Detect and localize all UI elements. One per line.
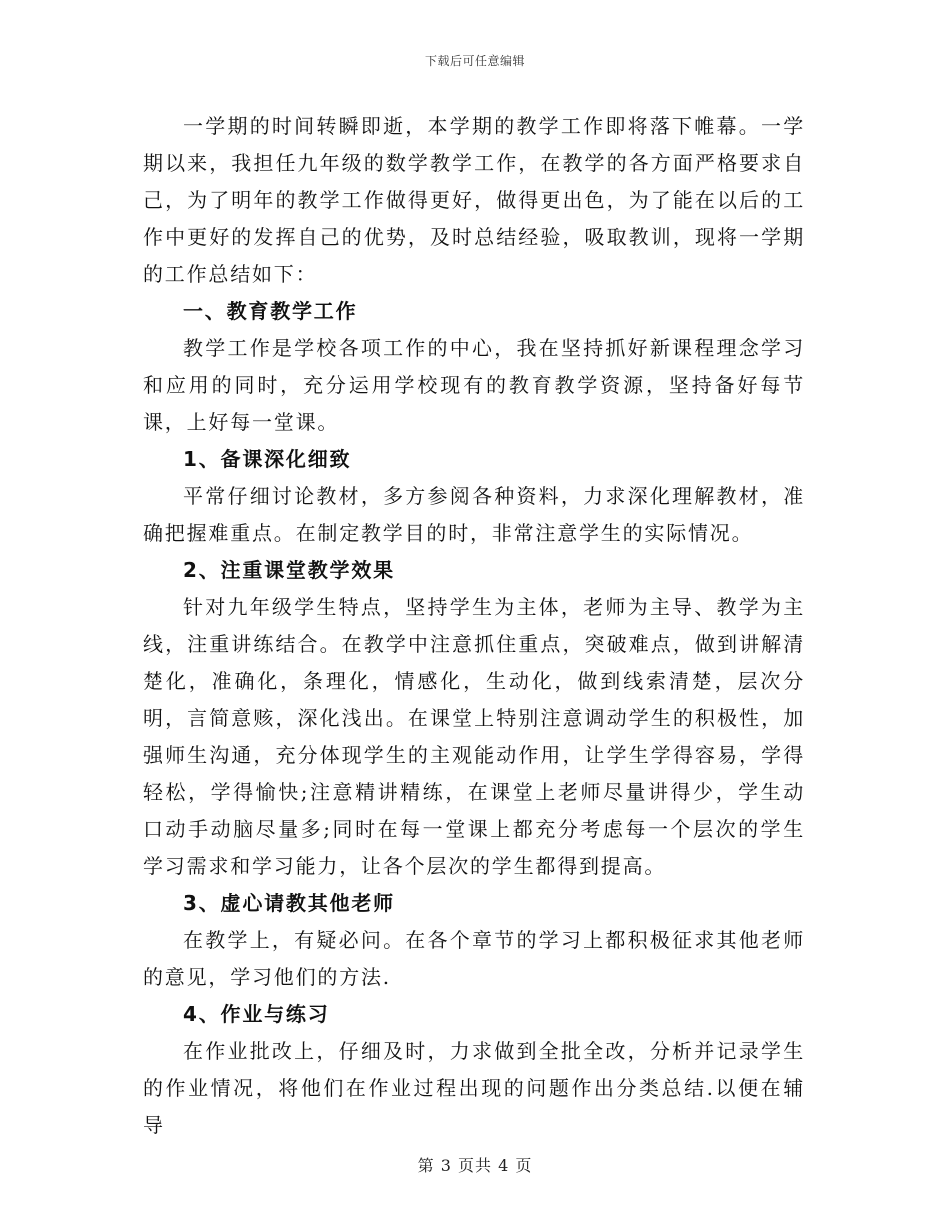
item-heading-consult-teachers: 3、虚心请教其他老师 <box>183 891 395 915</box>
item-heading-lesson-prep: 1、备课深化细致 <box>183 447 352 471</box>
item-paragraph-lesson-prep: 平常仔细讨论教材，多方参阅各种资料，力求深化理解教材，准确把握难重点。在制定教学目的时，非常注意学生的实际情况。 <box>143 484 805 545</box>
item-paragraph-classroom-effect: 针对九年级学生特点，坚持学生为主体，老师为主导、教学为主线，注重讲练结合。在教学中注意抓住重点，突破难点，做到讲解清楚化，准确化，条理化，情感化，生动化，做到线索清楚，层次分明，言简意赅，深化浅出。在课堂上特别注意调动学生的积极性，加强师生沟通，充分体现学生的主观能动作用，让学生学得容易，学得轻松，学得愉快;注意精讲精练，在课堂上老师尽量讲得少，学生动口动手动脑尽量多;同时在每一堂课上都充分考虑每一个层次的学生学习需求和学习能力，让各个层次的学生都得到提高。 <box>143 595 805 878</box>
item-paragraph-consult-teachers: 在教学上，有疑必问。在各个章节的学习上都积极征求其他老师的意见，学习他们的方法. <box>143 928 805 989</box>
intro-paragraph: 一学期的时间转瞬即逝，本学期的教学工作即将落下帷幕。一学期以来，我担任九年级的数学教学工作，在教学的各方面严格要求自己，为了明年的教学工作做得更好，做得更出色，为了能在以后的工作中更好的发挥自己的优势，及时总结经验，吸取教训，现将一学期的工作总结如下： <box>143 114 805 286</box>
page-number: 第 3 页共 4 页 <box>417 1156 533 1175</box>
item-heading-classroom-effect: 2、注重课堂教学效果 <box>183 558 395 582</box>
section-paragraph-education: 教学工作是学校各项工作的中心，我在坚持抓好新课程理念学习和应用的同时，充分运用学校现有的教育教学资源，坚持备好每节课，上好每一堂课。 <box>143 336 805 434</box>
header-note: 下载后可任意编辑 <box>424 54 525 68</box>
item-paragraph-homework: 在作业批改上，仔细及时，力求做到全批全改，分析并记录学生的作业情况，将他们在作业过程出现的问题作出分类总结.以便在辅导 <box>143 1039 805 1137</box>
document-body <box>143 108 805 1144</box>
section-heading-education: 一、教育教学工作 <box>183 299 358 323</box>
item-heading-homework: 4、作业与练习 <box>183 1002 330 1026</box>
